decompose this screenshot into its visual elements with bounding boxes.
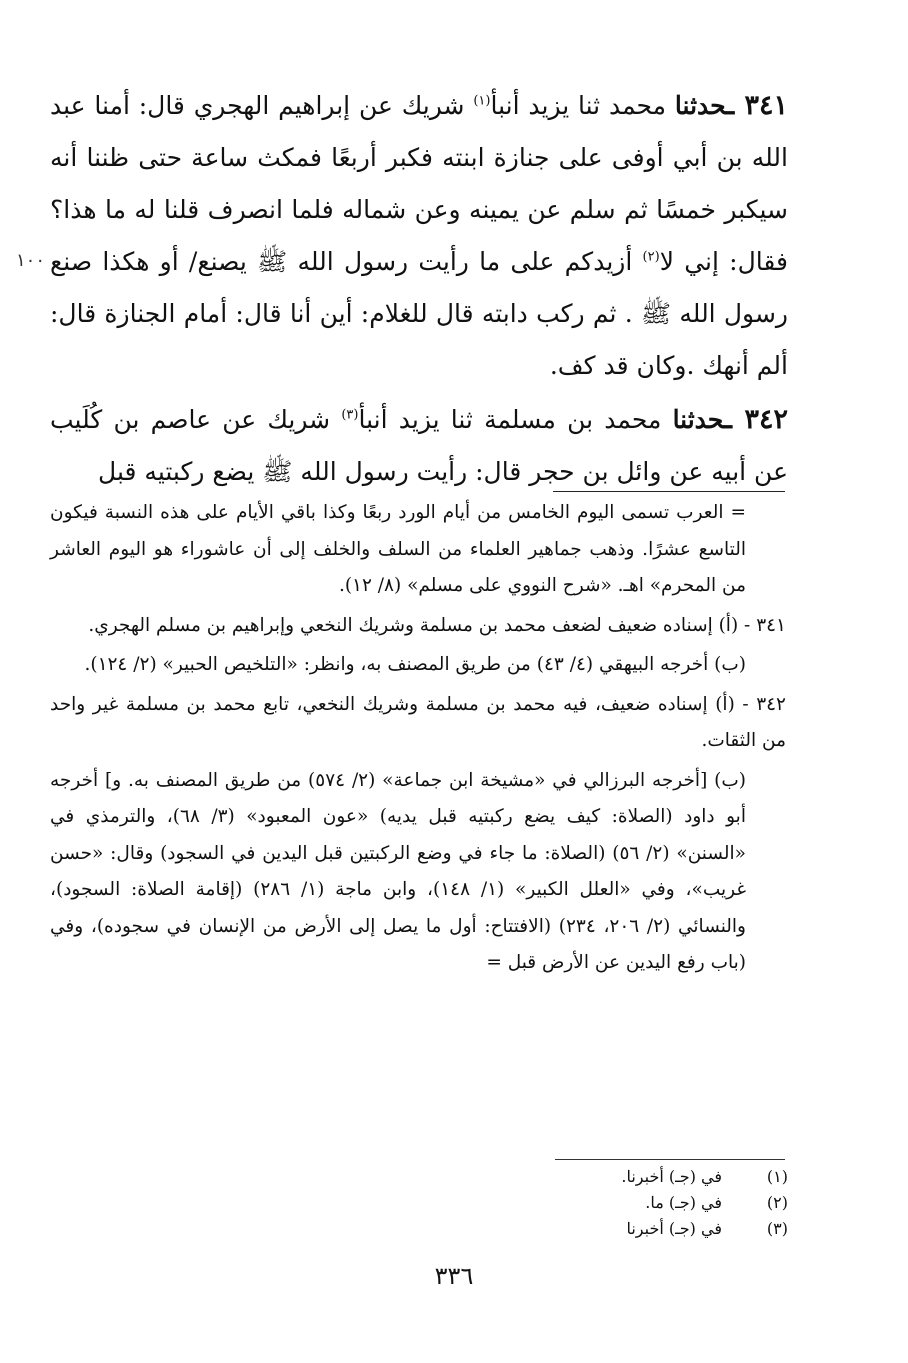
footnote-ref: (٣) [341, 407, 359, 423]
hadith-lead: حدثنا [672, 405, 724, 434]
hadith-342 [50, 394, 788, 498]
footnote-number: (٣) [766, 1219, 788, 1238]
footnote-3 [520, 1216, 788, 1242]
hadith-number: ٣٤١ ـ [726, 90, 789, 121]
footnote-text: في (جـ) أخبرنا. [621, 1167, 722, 1186]
note-342-a: ٣٤٢ - (أ) إسناده ضعيف، فيه محمد بن مسلمة وشريك النخعي، تابع محمد بن مسلمة غير واحد من الثقات. [50, 693, 786, 751]
hadith-text-part: أزيدكم على ما رأيت رسول الله ﷺ يصنع/ أو هكذا صنع رسول الله ﷺ . ثم ركب دابته قال للغلام: أين أنا قال: أمام الجنازة قال: ألم أنهك .وكان قد كف. [50, 247, 788, 380]
footnote-1 [520, 1164, 788, 1190]
note-341-b: (ب) أخرجه البيهقي (٤/ ٤٣) من طريق المصنف به، وانظر: «التلخيص الحبير» (٢/ ١٢٤). [84, 654, 746, 675]
hadith-lead: حدثنا [674, 91, 727, 120]
footnote-2 [520, 1190, 788, 1216]
footnote-number: (١) [766, 1167, 788, 1186]
hadith-text-part: شريك عن عاصم بن كُلَيب عن أبيه عن وائل بن حجر قال: رأيت رسول الله ﷺ يضع ركبتيه قبل [50, 405, 788, 486]
note-342-b: (ب) [أخرجه البرزالي في «مشيخة ابن جماعة» (٢/ ٥٧٤) من طريق المصنف به. و] أخرجه أبو داود (الصلاة: كيف يضع ركبتيه قبل يديه) «عون المعبود» (٣/ ٦٨)، والترمذي في «السنن» (٢/ ٥٦) (الصلاة: ما جاء في وضع الركبتين قبل اليدين في السجود) وقال: «حسن غريب»، وفي «العلل الكبير» (١/ ١٤٨)، وابن ماجة (١/ ٢٨٦) (إقامة الصلاة: السجود)، والنسائي (٢/ ٢٠٦، ٢٣٤) (الافتتاح: أول ما يصل إلى الأرض من الإنسان في سجوده)، وفي (باب رفع اليدين عن الأرض قبل = [50, 769, 747, 973]
commentary-notes [50, 495, 786, 982]
hadith-341 [50, 80, 788, 392]
footnote-ref: (٢) [642, 249, 660, 265]
note-341-a: ٣٤١ - (أ) إسناده ضعيف لضعف محمد بن مسلمة وشريك النخعي وإبراهيم بن مسلم الهجري. [88, 614, 786, 636]
footnotes-separator [555, 1159, 785, 1160]
footnote-text: في (جـ) أخبرنا [626, 1219, 722, 1238]
hadith-text [50, 80, 788, 498]
notes-separator [553, 491, 785, 492]
footnote-text: في (جـ) ما. [645, 1193, 722, 1212]
page-number: ٣٣٦ [434, 1262, 474, 1290]
footnote-number: (٢) [766, 1193, 788, 1212]
hadith-text-part: محمد بن مسلمة ثنا يزيد أنبأ [358, 405, 662, 434]
hadith-text-part: شريك عن إبراهيم الهجري قال: أمنا عبد الله بن أبي أوفى على جنازة ابنته فكبر أربعًا فمكث ساعة حتى ظننا أنه سيكبر خمسًا ثم سلم عن يمينه وعن شماله فلما انصرف قلنا له ما هذا؟ فقال: إني لا [50, 91, 788, 276]
margin-folio-mark: ١٠٠ [16, 250, 46, 271]
footnote-ref: (١) [473, 93, 491, 109]
note-continuation: = العرب تسمى اليوم الخامس من أيام الورد ربعًا وكذا باقي الأيام على هذه النسبة فيكون التاسع عشرًا. وذهب جماهير العلماء من السلف والخلف إلى أن عاشوراء هو اليوم العاشر من المحرم» اهـ. «شرح النووي على مسلم» (٨/ ١٢). [50, 502, 746, 596]
footnotes [520, 1164, 788, 1242]
hadith-number: ٣٤٢ ـ [723, 404, 789, 435]
hadith-text-part: محمد ثنا يزيد أنبأ [490, 91, 667, 120]
